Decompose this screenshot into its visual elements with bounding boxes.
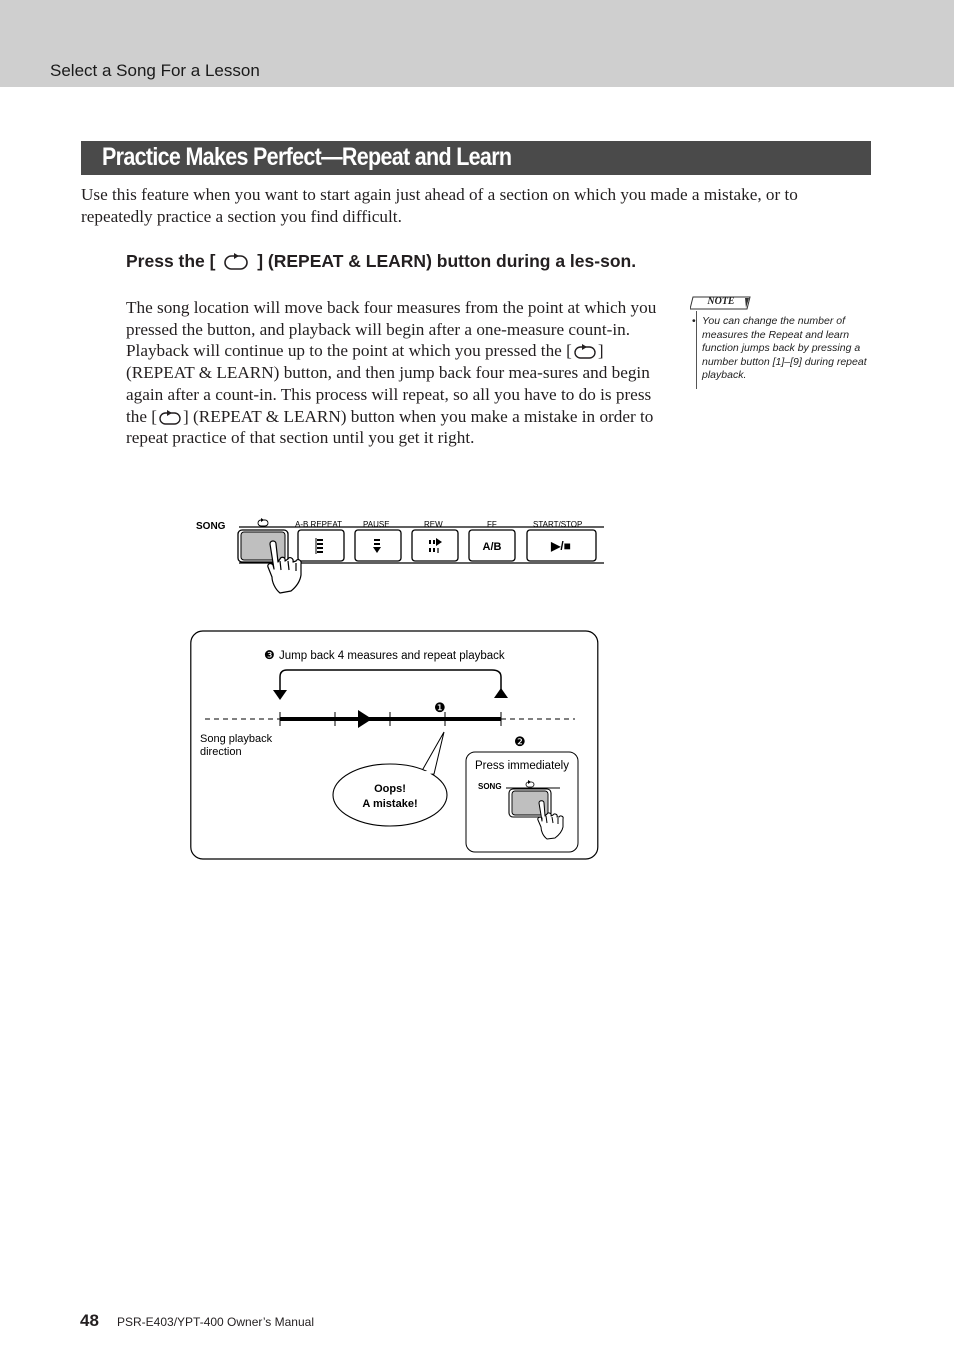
note-text: [692, 315, 874, 383]
repeat-learn-icon: [157, 409, 183, 425]
manual-title: PSR-E403/YPT-400 Owner’s Manual: [117, 1315, 314, 1329]
step-heading: [126, 249, 656, 273]
step-body-part-3: ] (REPEAT & LEARN) button when you make a mistake in order to repeat practice of that section until you get it right.: [126, 406, 654, 448]
note-rule: [696, 311, 697, 389]
press-marker-2: ❷: [514, 734, 526, 749]
note-box: [690, 295, 880, 389]
panel-label-rew: REW: [424, 520, 443, 529]
step-body: [126, 297, 658, 449]
ab-button-text: A/B: [482, 541, 502, 553]
playback-direction-label-line1: Song playback: [200, 733, 273, 745]
note-bullet: •: [692, 315, 696, 327]
waiting-button[interactable]: [412, 530, 458, 561]
repeat-learn-icon: [220, 252, 252, 270]
panel-label-ff: FF: [487, 520, 497, 529]
step-heading-pre: Press the [: [126, 251, 216, 271]
start-stop-button[interactable]: [527, 530, 596, 561]
section-title: Practice Makes Perfect—Repeat and Learn: [102, 143, 512, 171]
running-header: Select a Song For a Lesson: [50, 61, 260, 80]
press-immediately-box: [466, 752, 578, 852]
repeat-learn-icon: [572, 343, 598, 359]
panel-song-label: SONG: [196, 521, 226, 532]
timing-button[interactable]: [355, 530, 401, 561]
start-stop-button-text: ▶/■: [551, 539, 571, 553]
playback-direction-label-line2: direction: [200, 746, 242, 758]
note-text-body: You can change the number of measures the Repeat and learn function jumps back by pressing a number button [1]–[9] during repeat playback.: [702, 315, 867, 382]
repeat-diagram: [190, 630, 600, 862]
mini-song-label: SONG: [478, 782, 502, 791]
intro-paragraph: Use this feature when you want to start again just ahead of a section on which you made a mistake, or to repeatedly practice a section you find difficult.: [81, 185, 798, 226]
panel-label-pause: PAUSE: [363, 520, 390, 529]
note-label: NOTE: [707, 296, 735, 307]
section-title-bar: [81, 141, 871, 175]
bubble-text-line2: A mistake!: [362, 798, 418, 810]
bubble-text-line1: Oops!: [374, 783, 406, 795]
jump-marker-3: ❸: [264, 648, 275, 662]
panel-label-ab-repeat: A-B REPEAT: [295, 520, 342, 529]
jump-label: Jump back 4 measures and repeat playback: [279, 650, 505, 662]
panel-label-start-stop: START/STOP: [533, 520, 583, 529]
listen-and-learn-button[interactable]: [298, 530, 344, 561]
panel-repeat-label-icon: [258, 518, 268, 526]
page-number: 48: [80, 1311, 99, 1330]
step-body-part-1: The song location will move back four measures from the point at which you pressed the button, and playback will begin after a one-measure count-in. Playback will continue up to the point at which you pressed the [: [126, 298, 657, 361]
step-body-part-2: ] (REPEAT & LEARN) button, and then jump back four mea-sures and begin again after a count-in. This process will repeat, so all you have to do is press the [: [126, 341, 652, 426]
song-control-panel: [196, 515, 608, 597]
press-immediately-label: Press immediately: [475, 760, 569, 772]
mistake-marker-1: ❶: [434, 700, 446, 715]
step-heading-post: ] (REPEAT & LEARN) button during a les-son.: [257, 251, 637, 271]
ab-repeat-button[interactable]: [469, 530, 515, 561]
